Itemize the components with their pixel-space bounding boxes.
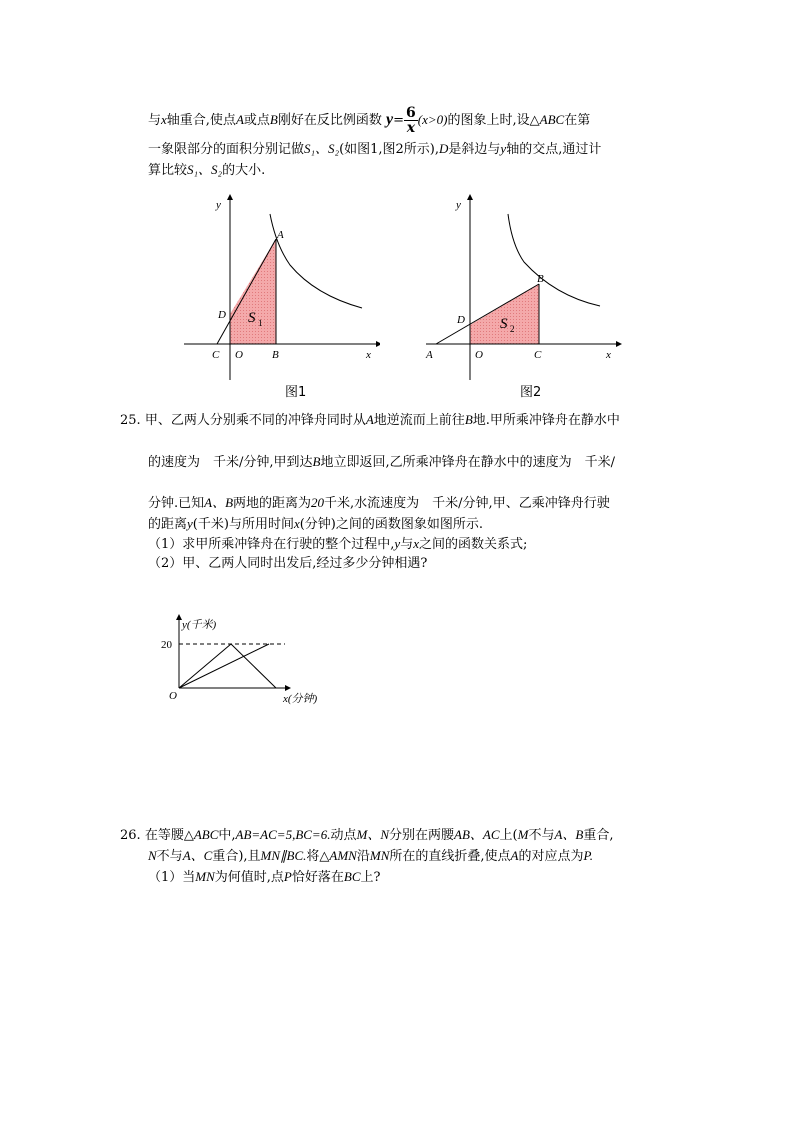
q25-sub-1: （1）求甲所乘冲锋舟在行驶的整个过程中,y与x之间的函数关系式; — [148, 536, 528, 552]
q25-line-1: 25. 甲、乙两人分别乘不同的冲锋舟同时从A地逆流而上前往B地.甲所乘冲锋舟在静水中 — [120, 412, 620, 428]
origin-o: O — [169, 690, 177, 702]
label-y: y — [456, 199, 461, 211]
label-s2-sub: 2 — [510, 324, 515, 334]
label-a: A — [426, 349, 433, 361]
figure-2-caption: 图2 — [520, 385, 542, 400]
x-label: x(分钟) — [283, 693, 318, 705]
function-fraction: $\frac{6}{x}$ — [406, 105, 416, 136]
label-o: O — [235, 349, 243, 361]
q25-line-2: 的速度为 千米/分钟,甲到达B地立即返回,乙所乘冲锋舟在静水中的速度为 千米/ — [148, 454, 615, 470]
q26-line-1: 26. 在等腰△ABC中,AB=AC=5,BC=6.动点M、N分别在两腰AB、AC上(M不与A、B重合, — [120, 827, 614, 843]
function-y: y — [386, 111, 394, 128]
graph-25 — [155, 610, 335, 710]
q25-line-3: 分钟.已知A、B两地的距离为20千米,水流速度为 千米/分钟,甲、乙乘冲锋舟行驶 — [148, 495, 610, 511]
q25-sub-2: （2）甲、乙两人同时出发后,经过多少分钟相遇? — [148, 556, 428, 571]
q26-sub-1: （1）当MN为何值时,点P恰好落在BC上? — [148, 869, 381, 885]
label-b: B — [537, 273, 544, 285]
y-axis-arrow-icon — [467, 194, 473, 200]
q25-number: 25. — [120, 413, 141, 428]
label-a: A — [277, 229, 284, 241]
x-axis-arrow-icon — [616, 341, 622, 347]
shaded-region-s1 — [230, 239, 276, 344]
intro-line-3: 算比较S₁、S₂的大小. — [148, 162, 266, 178]
tick-20: 20 — [161, 639, 172, 651]
hyperbola-curve — [270, 214, 362, 308]
label-s1-sub: 1 — [258, 318, 263, 328]
label-y: y — [216, 199, 221, 211]
line-jia-back — [231, 644, 276, 688]
q26-number: 26. — [120, 828, 141, 843]
y-axis-arrow-icon — [227, 194, 233, 200]
hyperbola-curve — [508, 214, 600, 306]
label-c: C — [534, 349, 542, 361]
label-x: x — [606, 349, 611, 361]
label-x: x — [366, 349, 371, 361]
figure-2 — [420, 190, 630, 390]
shaded-region-s2 — [470, 284, 539, 344]
label-s1: S — [248, 310, 256, 326]
intro-line-1: 与x轴重合,使点A或点B刚好在反比例函数 y= $\frac{6}{x}$ (x>0)的图象上时,设△ABC在第 — [148, 105, 591, 136]
label-d: D — [457, 314, 465, 326]
q26-line-2: N不与A、C重合),且MN∥BC.将△AMN沿MN所在的直线折叠,使点A的对应点为P. — [148, 848, 593, 864]
label-c: C — [212, 349, 220, 361]
figure-1 — [180, 190, 380, 390]
y-label: y(千米) — [182, 619, 217, 631]
label-d: D — [218, 309, 226, 321]
figure-1-caption: 图1 — [285, 385, 307, 400]
intro-line-2: 一象限部分的面积分别记做S₁、S₂(如图1,图2所示),D是斜边与y轴的交点,通过计 — [148, 141, 602, 157]
label-b: B — [272, 349, 279, 361]
line-yi — [179, 644, 269, 688]
x-axis-arrow-icon — [376, 341, 380, 347]
x-axis-arrow-icon — [285, 685, 291, 691]
label-s2: S — [500, 316, 508, 332]
label-o: O — [475, 349, 483, 361]
q25-line-4: 的距离y(千米)与所用时间x(分钟)之间的函数图象如图所示. — [148, 516, 484, 532]
